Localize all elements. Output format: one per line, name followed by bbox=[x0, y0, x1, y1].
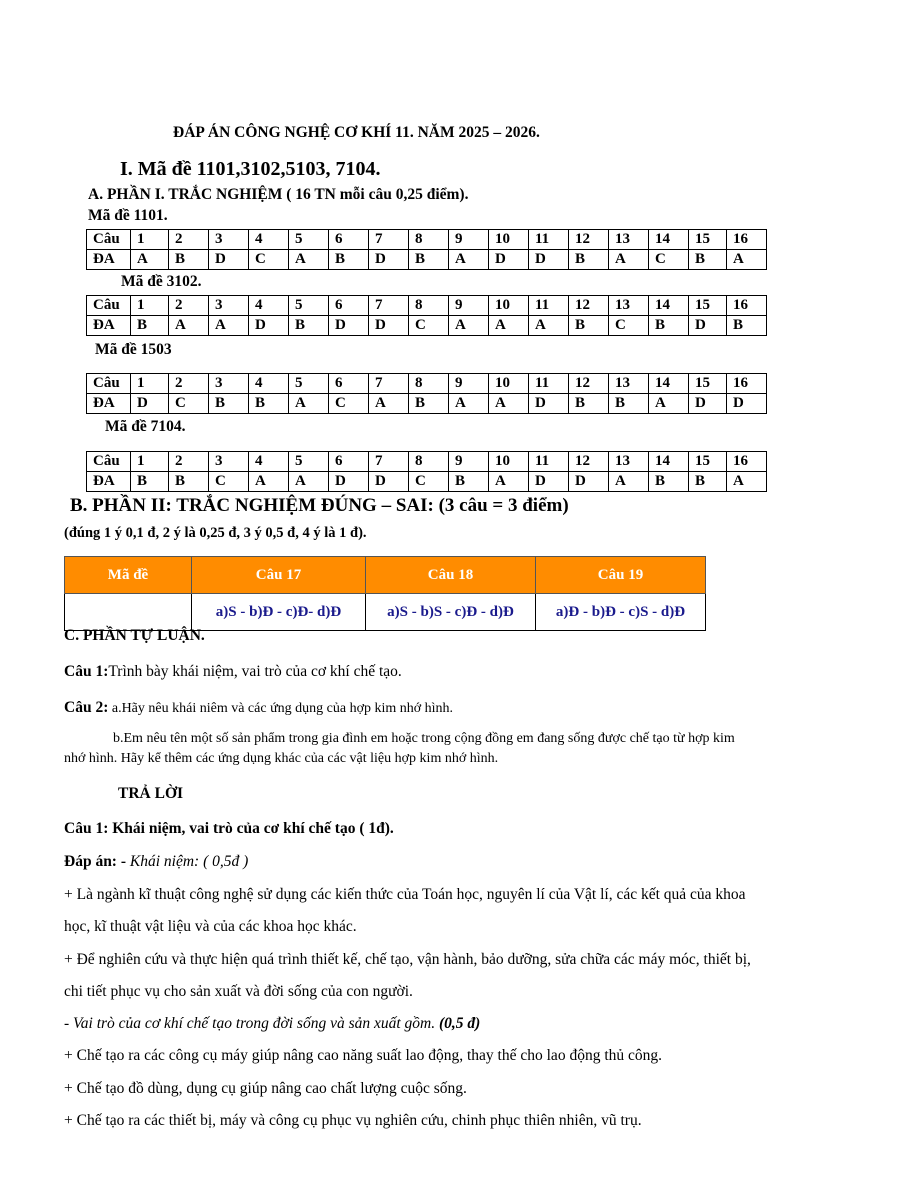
answer-cell: B bbox=[727, 316, 767, 336]
answer-cell: B bbox=[409, 250, 449, 270]
answer-cell: C bbox=[649, 250, 689, 270]
answer-1-role-1: + Chế tạo ra các công cụ máy giúp nâng cao năng suất lao động, thay thế cho lao động thủ công. bbox=[64, 1047, 662, 1064]
question-number: 16 bbox=[727, 374, 767, 394]
question-row bbox=[87, 374, 767, 394]
question-row-label: Câu bbox=[87, 374, 131, 394]
part-b-note: (đúng 1 ý 0,1 đ, 2 ý là 0,25 đ, 3 ý 0,5 đ, 4 ý là 1 đ). bbox=[64, 525, 367, 541]
question-row bbox=[87, 452, 767, 472]
question-number: 2 bbox=[169, 296, 209, 316]
question-2-a: a.Hãy nêu khái niêm và các ứng dụng của hợp kim nhớ hình. bbox=[108, 701, 454, 716]
tf-header-q18: Câu 18 bbox=[366, 557, 536, 594]
answer-cell: D bbox=[329, 472, 369, 492]
answer-1-p1-line2: học, kĩ thuật vật liệu và của các khoa học khác. bbox=[64, 918, 357, 935]
question-number: 6 bbox=[329, 230, 369, 250]
answer-cell: A bbox=[209, 316, 249, 336]
answer-cell: B bbox=[209, 394, 249, 414]
part-c-heading: C. PHẦN TỰ LUẬN. bbox=[64, 627, 205, 644]
answer-table-1101 bbox=[86, 229, 767, 270]
question-number: 10 bbox=[489, 296, 529, 316]
question-number: 2 bbox=[169, 374, 209, 394]
answer-1-role-points: (0,5 đ) bbox=[439, 1015, 481, 1032]
answer-cell: D bbox=[131, 394, 169, 414]
question-2-b-line1: b.Em nêu tên một số sản phẩm trong gia đình em hoặc trong cộng đồng em đang sống được chế tạo từ hợp kim bbox=[113, 731, 735, 746]
tf-header-row bbox=[65, 557, 706, 594]
question-row-label: Câu bbox=[87, 296, 131, 316]
answer-row-label: ĐA bbox=[87, 472, 131, 492]
answer-cell: A bbox=[489, 316, 529, 336]
question-number: 10 bbox=[489, 230, 529, 250]
answer-table-3102 bbox=[86, 295, 767, 336]
answer-1-heading: Câu 1: Khái niệm, vai trò của cơ khí chế tạo ( 1đ). bbox=[64, 820, 394, 837]
question-number: 15 bbox=[689, 374, 727, 394]
question-number: 6 bbox=[329, 374, 369, 394]
answer-cell: A bbox=[249, 472, 289, 492]
question-number: 1 bbox=[131, 452, 169, 472]
answer-cell: D bbox=[369, 316, 409, 336]
answer-cell: D bbox=[727, 394, 767, 414]
answer-cell: A bbox=[727, 250, 767, 270]
answer-cell: A bbox=[609, 472, 649, 492]
question-number: 5 bbox=[289, 374, 329, 394]
answer-cell: A bbox=[609, 250, 649, 270]
answer-cell: A bbox=[529, 316, 569, 336]
answer-heading: TRẢ LỜI bbox=[118, 785, 184, 802]
tf-cell-q17: a)S - b)Đ - c)Đ- d)Đ bbox=[192, 594, 366, 631]
question-number: 8 bbox=[409, 296, 449, 316]
question-number: 14 bbox=[649, 296, 689, 316]
answer-cell: D bbox=[689, 316, 727, 336]
question-2-b-line2: nhớ hình. Hãy kể thêm các ứng dụng khác của các vật liệu hợp kim nhớ hình. bbox=[64, 751, 499, 766]
question-1 bbox=[64, 663, 402, 681]
question-number: 13 bbox=[609, 374, 649, 394]
answer-cell: D bbox=[569, 472, 609, 492]
question-number: 6 bbox=[329, 452, 369, 472]
answer-cell: A bbox=[649, 394, 689, 414]
question-number: 12 bbox=[569, 230, 609, 250]
question-row bbox=[87, 230, 767, 250]
question-number: 4 bbox=[249, 452, 289, 472]
question-number: 5 bbox=[289, 452, 329, 472]
answer-cell: A bbox=[131, 250, 169, 270]
question-number: 9 bbox=[449, 452, 489, 472]
question-1-text: Trình bày khái niệm, vai trò của cơ khí chế tạo. bbox=[108, 663, 402, 680]
question-number: 10 bbox=[489, 452, 529, 472]
question-number: 3 bbox=[209, 374, 249, 394]
tf-header-q17: Câu 17 bbox=[192, 557, 366, 594]
question-number: 12 bbox=[569, 452, 609, 472]
question-number: 10 bbox=[489, 374, 529, 394]
answer-cell: C bbox=[209, 472, 249, 492]
tf-header-code: Mã đề bbox=[65, 557, 192, 594]
code-label-1503: Mã đề 1503 bbox=[95, 341, 172, 358]
answer-cell: D bbox=[369, 250, 409, 270]
question-number: 7 bbox=[369, 374, 409, 394]
answer-row bbox=[87, 472, 767, 492]
answer-cell: D bbox=[209, 250, 249, 270]
answer-cell: B bbox=[131, 316, 169, 336]
question-number: 6 bbox=[329, 296, 369, 316]
question-number: 3 bbox=[209, 296, 249, 316]
code-label-7104: Mã đề 7104. bbox=[105, 418, 186, 435]
question-number: 7 bbox=[369, 452, 409, 472]
question-number: 9 bbox=[449, 374, 489, 394]
answer-cell: C bbox=[249, 250, 289, 270]
answer-cell: A bbox=[369, 394, 409, 414]
question-number: 11 bbox=[529, 452, 569, 472]
answer-cell: D bbox=[689, 394, 727, 414]
answer-1-role-2: + Chế tạo đồ dùng, dụng cụ giúp nâng cao chất lượng cuộc sống. bbox=[64, 1080, 467, 1097]
answer-cell: B bbox=[689, 250, 727, 270]
answer-1-key bbox=[64, 853, 248, 871]
question-number: 3 bbox=[209, 452, 249, 472]
question-number: 14 bbox=[649, 230, 689, 250]
answer-key-label: Đáp án: - bbox=[64, 853, 130, 870]
question-number: 15 bbox=[689, 296, 727, 316]
answer-1-role-3: + Chế tạo ra các thiết bị, máy và công cụ phục vụ nghiên cứu, chinh phục thiên nhiên, vũ trụ. bbox=[64, 1112, 642, 1129]
answer-cell: B bbox=[569, 394, 609, 414]
answer-row-label: ĐA bbox=[87, 316, 131, 336]
question-number: 9 bbox=[449, 230, 489, 250]
part-a-heading: A. PHẦN I. TRẮC NGHIỆM ( 16 TN mỗi câu 0,25 điểm). bbox=[88, 186, 469, 203]
answer-cell: A bbox=[289, 250, 329, 270]
question-number: 1 bbox=[131, 296, 169, 316]
question-number: 9 bbox=[449, 296, 489, 316]
answer-cell: B bbox=[649, 472, 689, 492]
question-number: 4 bbox=[249, 230, 289, 250]
question-number: 4 bbox=[249, 296, 289, 316]
answer-cell: A bbox=[449, 394, 489, 414]
answer-key-concept: Khái niệm: ( 0,5đ ) bbox=[129, 853, 249, 870]
answer-1-role bbox=[64, 1015, 480, 1033]
tf-cell-q18: a)S - b)S - c)Đ - d)Đ bbox=[366, 594, 536, 631]
answer-table-1503 bbox=[86, 373, 767, 414]
answer-1-p2-line2: chi tiết phục vụ cho sản xuất và đời sống của con người. bbox=[64, 983, 413, 1000]
question-number: 7 bbox=[369, 230, 409, 250]
answer-table-7104 bbox=[86, 451, 767, 492]
answer-cell: A bbox=[289, 394, 329, 414]
question-row-label: Câu bbox=[87, 230, 131, 250]
question-number: 8 bbox=[409, 452, 449, 472]
answer-1-p2-line1: + Để nghiên cứu và thực hiện quá trình thiết kế, chế tạo, vận hành, bảo dưỡng, sửa chữa các máy móc, thiết bị, bbox=[64, 951, 751, 968]
answer-cell: B bbox=[689, 472, 727, 492]
question-number: 4 bbox=[249, 374, 289, 394]
question-number: 1 bbox=[131, 230, 169, 250]
question-number: 8 bbox=[409, 230, 449, 250]
answer-row-label: ĐA bbox=[87, 394, 131, 414]
answer-cell: C bbox=[609, 316, 649, 336]
question-row bbox=[87, 296, 767, 316]
question-number: 15 bbox=[689, 230, 727, 250]
question-2 bbox=[64, 699, 453, 717]
code-label-3102: Mã đề 3102. bbox=[121, 273, 202, 290]
question-number: 11 bbox=[529, 230, 569, 250]
answer-cell: D bbox=[529, 250, 569, 270]
answer-cell: B bbox=[409, 394, 449, 414]
answer-cell: B bbox=[569, 316, 609, 336]
answer-row bbox=[87, 250, 767, 270]
question-number: 14 bbox=[649, 452, 689, 472]
answer-cell: B bbox=[249, 394, 289, 414]
part-b-heading: B. PHẦN II: TRẮC NGHIỆM ĐÚNG – SAI: (3 câu = 3 điểm) bbox=[70, 495, 569, 516]
answer-1-p1-line1: + Là ngành kĩ thuật công nghệ sử dụng các kiến thức của Toán học, nguyên lí của Vật lí, các kết quả của khoa bbox=[64, 886, 746, 903]
tf-header-q19: Câu 19 bbox=[536, 557, 706, 594]
question-number: 2 bbox=[169, 452, 209, 472]
answer-row bbox=[87, 394, 767, 414]
question-number: 16 bbox=[727, 230, 767, 250]
answer-cell: D bbox=[329, 316, 369, 336]
answer-cell: B bbox=[449, 472, 489, 492]
section-heading: I. Mã đề 1101,3102,5103, 7104. bbox=[120, 158, 381, 180]
question-number: 8 bbox=[409, 374, 449, 394]
question-number: 12 bbox=[569, 296, 609, 316]
question-number: 13 bbox=[609, 452, 649, 472]
answer-cell: B bbox=[289, 316, 329, 336]
answer-1-role-text: - Vai trò của cơ khí chế tạo trong đời sống và sản xuất gồm. bbox=[64, 1015, 440, 1032]
true-false-table bbox=[64, 556, 706, 631]
answer-cell: B bbox=[569, 250, 609, 270]
question-2-label: Câu 2: bbox=[64, 699, 109, 716]
question-number: 16 bbox=[727, 452, 767, 472]
question-number: 5 bbox=[289, 230, 329, 250]
answer-cell: A bbox=[289, 472, 329, 492]
question-number: 13 bbox=[609, 230, 649, 250]
answer-cell: C bbox=[329, 394, 369, 414]
answer-cell: A bbox=[727, 472, 767, 492]
answer-row-label: ĐA bbox=[87, 250, 131, 270]
question-number: 11 bbox=[529, 374, 569, 394]
question-number: 12 bbox=[569, 374, 609, 394]
question-number: 2 bbox=[169, 230, 209, 250]
answer-cell: B bbox=[169, 472, 209, 492]
question-1-label: Câu 1: bbox=[64, 663, 109, 680]
code-label-1101: Mã đề 1101. bbox=[88, 207, 168, 224]
answer-cell: A bbox=[489, 394, 529, 414]
answer-cell: C bbox=[409, 316, 449, 336]
answer-cell: D bbox=[249, 316, 289, 336]
answer-cell: A bbox=[449, 250, 489, 270]
answer-cell: D bbox=[529, 394, 569, 414]
answer-cell: A bbox=[449, 316, 489, 336]
tf-cell-q19: a)Đ - b)Đ - c)S - d)Đ bbox=[536, 594, 706, 631]
question-number: 7 bbox=[369, 296, 409, 316]
answer-cell: B bbox=[169, 250, 209, 270]
document-title: ĐÁP ÁN CÔNG NGHỆ CƠ KHÍ 11. NĂM 2025 – 2026. bbox=[173, 124, 540, 141]
answer-cell: C bbox=[409, 472, 449, 492]
answer-cell: D bbox=[489, 250, 529, 270]
answer-cell: A bbox=[169, 316, 209, 336]
tf-cell-code bbox=[65, 594, 192, 631]
answer-cell: D bbox=[529, 472, 569, 492]
answer-cell: D bbox=[369, 472, 409, 492]
tf-answer-row bbox=[65, 594, 706, 631]
question-number: 15 bbox=[689, 452, 727, 472]
answer-cell: A bbox=[489, 472, 529, 492]
answer-row bbox=[87, 316, 767, 336]
answer-cell: B bbox=[131, 472, 169, 492]
answer-cell: B bbox=[609, 394, 649, 414]
question-number: 3 bbox=[209, 230, 249, 250]
question-number: 1 bbox=[131, 374, 169, 394]
question-row-label: Câu bbox=[87, 452, 131, 472]
question-number: 5 bbox=[289, 296, 329, 316]
question-number: 11 bbox=[529, 296, 569, 316]
question-number: 14 bbox=[649, 374, 689, 394]
answer-cell: C bbox=[169, 394, 209, 414]
question-number: 13 bbox=[609, 296, 649, 316]
answer-cell: B bbox=[329, 250, 369, 270]
answer-cell: B bbox=[649, 316, 689, 336]
question-number: 16 bbox=[727, 296, 767, 316]
